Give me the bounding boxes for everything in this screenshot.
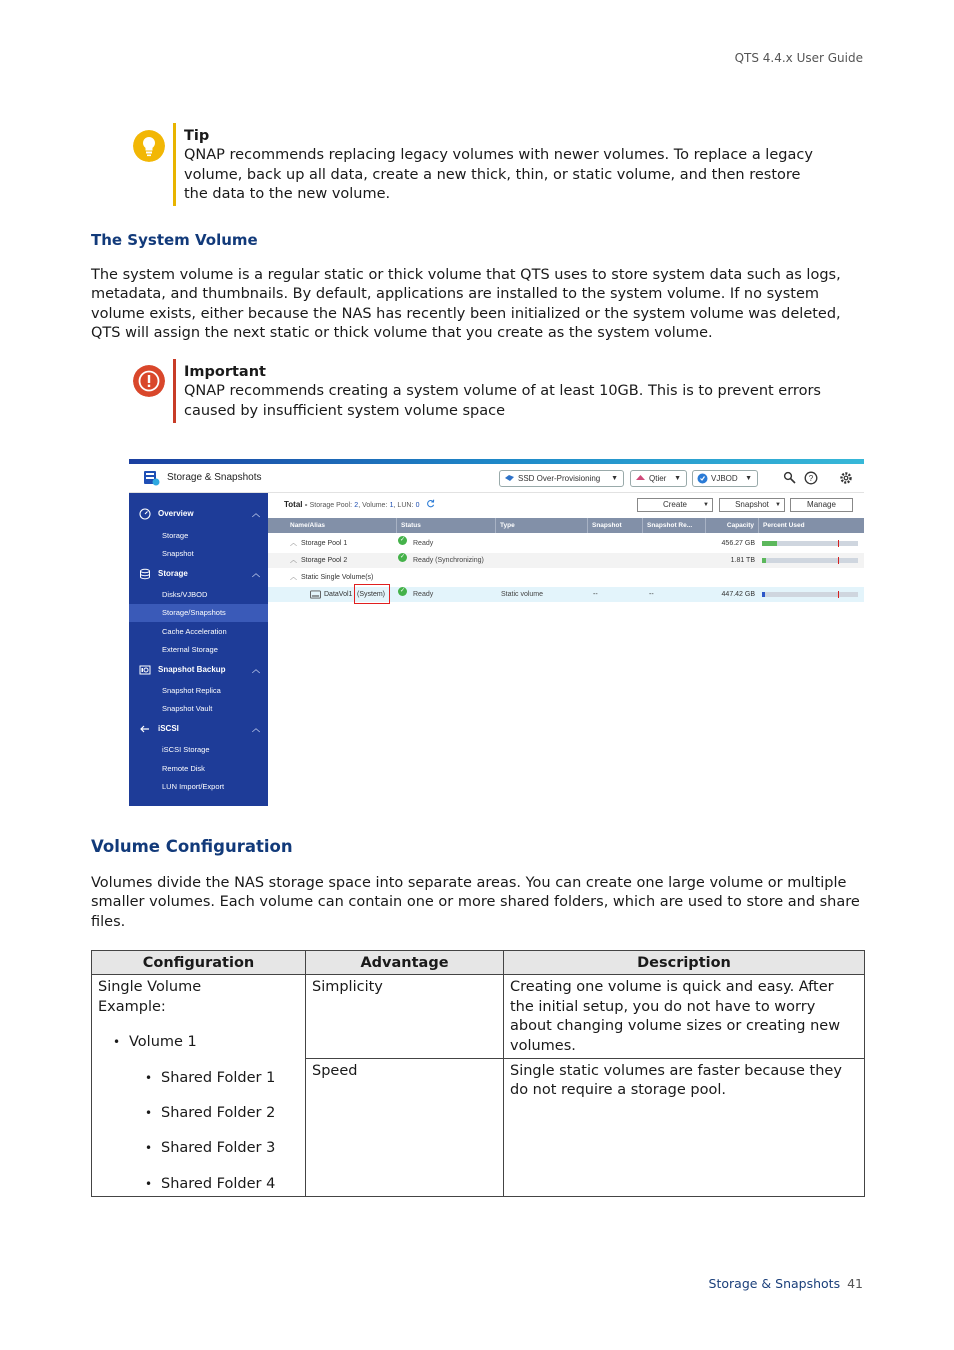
percent-used-bar [762, 592, 858, 597]
create-label: Create [662, 500, 687, 509]
iscsi-icon [139, 723, 151, 735]
sidebar-item-snapshot-vault[interactable]: Snapshot Vault [162, 704, 213, 713]
lightbulb-icon [133, 130, 165, 162]
list-item-volume [113, 1033, 299, 1052]
sidebar-item-external-storage[interactable]: External Storage [162, 645, 218, 654]
important-title: Important [184, 364, 266, 380]
row-capacity: 447.42 GB [721, 591, 755, 598]
list-item-folder [145, 1104, 299, 1123]
lun-count: 0 [415, 502, 420, 509]
chevron-up-icon: ︿ [252, 665, 260, 674]
chevron-down-icon: ▼ [775, 502, 781, 508]
sidebar-head-label: Snapshot Backup [158, 665, 226, 674]
list-item-label: Shared Folder 4 [161, 1175, 276, 1192]
ssd-label: SSD Over-Provisioning [518, 474, 601, 483]
collapse-icon[interactable]: ︿ [290, 540, 297, 547]
row-status: Ready [413, 591, 434, 598]
system-highlight-box [354, 584, 390, 604]
row-status: Ready [413, 540, 434, 547]
important-body: QNAP recommends creating a system volume of at least 10GB. This is to prevent errors caused by insufficient system volume space [184, 383, 821, 419]
pool-label: Storage Pool: [309, 502, 353, 509]
sidebar-head-label: Overview [158, 509, 194, 518]
check-icon: ✓ [399, 537, 406, 543]
sidebar-item-storage[interactable]: Storage [162, 531, 189, 540]
configuration-cell [92, 975, 306, 1197]
guide-title: QTS 4.4.x User Guide [734, 51, 863, 65]
row-name: Static Single Volume(s) [301, 574, 374, 581]
sidebar-item-storage-snapshots[interactable]: Storage/Snapshots [129, 604, 268, 622]
table-row[interactable] [268, 536, 864, 551]
percent-used-fill [762, 541, 777, 546]
storage-summary [284, 499, 435, 509]
advantage-cell: Speed [306, 1059, 504, 1197]
table-header-row [92, 951, 865, 975]
description-cell: Creating one volume is quick and easy. After the initial setup, you do not have to worry about changing volume sizes or creating new volumes. [504, 975, 865, 1059]
config-line: Example: [98, 998, 166, 1015]
list-item-label: Shared Folder 2 [161, 1105, 276, 1122]
threshold-marker [838, 540, 839, 547]
pool-count: 2 [354, 502, 359, 509]
col-snapshot[interactable]: Snapshot [588, 518, 643, 533]
chevron-down-icon: ▼ [745, 475, 752, 482]
vjbod-icon [697, 473, 708, 484]
important-callout [133, 359, 833, 423]
manage-button[interactable] [790, 498, 853, 512]
tip-body: QNAP recommends replacing legacy volumes with newer volumes. To replace a legacy volume, back up all data, create a new thick, thin, or static volume, and then restore the data to the new volume. [184, 147, 813, 203]
sidebar-head-overview[interactable] [129, 505, 268, 523]
refresh-icon[interactable] [426, 499, 435, 508]
qtier-button[interactable] [630, 470, 687, 487]
col-type[interactable]: Type [496, 518, 588, 533]
svg-text:?: ? [808, 474, 814, 483]
table-row[interactable] [268, 570, 864, 585]
sidebar-head-storage[interactable] [129, 565, 268, 583]
row-capacity: 1.81 TB [730, 557, 755, 564]
sidebar-item-snapshot-replica[interactable]: Snapshot Replica [162, 686, 221, 695]
advantage-cell: Simplicity [306, 975, 504, 1059]
page-footer [709, 1276, 863, 1291]
important-bar [173, 359, 176, 423]
main-panel [268, 493, 864, 806]
snapshot-backup-icon [139, 664, 151, 676]
volume-config-paragraph: Volumes divide the NAS storage space into separate areas. You can create one large volume or multiple smaller volumes. Each volume can contain one or more shared folders, which are used to store and share files. [91, 875, 860, 930]
row-snapshot-re: -- [649, 591, 654, 598]
check-icon: ✓ [399, 588, 406, 594]
sidebar-item-disks-vjbod[interactable]: Disks/VJBOD [162, 590, 208, 599]
system-volume-heading: The System Volume [91, 231, 258, 249]
sidebar-item-cache-acceleration[interactable]: Cache Acceleration [162, 627, 227, 636]
sidebar-item-lun-import-export[interactable]: LUN Import/Export [162, 782, 225, 791]
row-name: Storage Pool 1 [301, 540, 348, 547]
header-advantage: Advantage [306, 951, 504, 975]
list-item-folder [145, 1069, 299, 1088]
qtier-icon [635, 473, 646, 484]
vjbod-label: VJBOD [711, 474, 738, 483]
table-header [268, 518, 864, 533]
list-item-label: Shared Folder 3 [161, 1140, 276, 1157]
exclamation-icon [133, 365, 165, 397]
percent-used-fill [762, 558, 766, 563]
col-status[interactable]: Status [397, 518, 496, 533]
snapshot-label: Snapshot [735, 500, 769, 509]
table-row[interactable] [268, 553, 864, 568]
tip-title: Tip [184, 128, 210, 144]
storage-app-icon [143, 469, 160, 486]
col-name[interactable]: Name/Alias [286, 518, 397, 533]
tip-bar [173, 123, 176, 206]
col-capacity[interactable]: Capacity [706, 518, 759, 533]
search-tool-icon[interactable] [783, 471, 797, 485]
table-row [92, 975, 865, 1059]
row-type: Static volume [501, 591, 544, 598]
tip-callout [133, 123, 833, 206]
chevron-down-icon: ▼ [674, 475, 681, 482]
chevron-up-icon: ︿ [252, 724, 260, 733]
volume-label: , Volume: [358, 502, 388, 509]
create-button[interactable] [637, 498, 713, 512]
row-name: DataVol1 [324, 591, 353, 598]
row-capacity: 456.27 GB [721, 540, 755, 547]
threshold-marker [838, 557, 839, 564]
chevron-up-icon: ︿ [252, 569, 260, 578]
app-title: Storage & Snapshots [167, 472, 262, 483]
col-snapshot-re[interactable]: Snapshot Re... [643, 518, 706, 533]
system-volume-paragraph: The system volume is a regular static or thick volume that QTS uses to store system data such as logs, metadata, and thumbnails. By default, applications are installed to the system volume. If no system volume exists, either because the NAS has recently been initialized or the system volume was deleted, QTS will assign the next static or thick volume that you create as the system volume. [91, 267, 841, 342]
chevron-down-icon: ▼ [703, 502, 709, 508]
list-item-label: Volume 1 [129, 1034, 197, 1051]
sidebar-item-iscsi-storage[interactable]: iSCSI Storage [162, 745, 210, 754]
row-name: Storage Pool 2 [301, 557, 348, 564]
system-tag: (System) [357, 591, 385, 598]
gear-icon[interactable] [839, 471, 853, 485]
row-status: Ready (Synchronizing) [413, 557, 484, 564]
header-description: Description [504, 951, 865, 975]
sidebar-item-snapshot[interactable]: Snapshot [162, 549, 194, 558]
config-line: Single Volume [98, 979, 202, 996]
snapshot-button[interactable] [719, 498, 785, 512]
ssd-icon [504, 473, 515, 484]
sidebar-head-label: Storage [158, 569, 188, 578]
qtier-label: Qtier [649, 474, 667, 483]
chevron-down-icon: ▼ [611, 475, 618, 482]
vjbod-button[interactable] [692, 470, 758, 487]
window-titlebar [129, 464, 864, 493]
list-item-folder [145, 1175, 299, 1194]
check-icon: ✓ [399, 554, 406, 560]
lun-label: , LUN: [393, 502, 414, 509]
sidebar-head-iscsi[interactable] [129, 720, 268, 738]
col-percent-used[interactable]: Percent Used [763, 522, 805, 529]
volume-count: 1 [389, 502, 394, 509]
chevron-up-icon: ︿ [252, 509, 260, 518]
row-snapshot: -- [593, 591, 598, 598]
sidebar-head-label: iSCSI [158, 724, 179, 733]
collapse-icon[interactable]: ︿ [290, 574, 297, 581]
database-icon [139, 568, 151, 580]
storage-snapshots-screenshot [129, 459, 864, 806]
volume-icon [310, 590, 321, 599]
volume-config-heading: Volume Configuration [91, 837, 293, 856]
percent-used-bar [762, 541, 858, 546]
ssd-overprovisioning-button[interactable] [499, 470, 624, 487]
total-label: Total - [284, 500, 308, 509]
collapse-icon[interactable]: ︿ [290, 557, 297, 564]
help-icon[interactable] [804, 471, 818, 485]
sidebar-head-snapshot-backup[interactable] [129, 661, 268, 679]
percent-used-fill [762, 592, 765, 597]
list-item-folder [145, 1139, 299, 1158]
manage-label: Manage [807, 500, 836, 509]
percent-used-bar [762, 558, 858, 563]
threshold-marker [838, 591, 839, 598]
dashboard-icon [139, 508, 151, 520]
sidebar-item-remote-disk[interactable]: Remote Disk [162, 764, 205, 773]
list-item-label: Shared Folder 1 [161, 1069, 276, 1086]
description-cell: Single static volumes are faster because they do not require a storage pool. [504, 1059, 865, 1197]
header-configuration: Configuration [92, 951, 306, 975]
sidebar [129, 493, 268, 806]
page-number: 41 [847, 1276, 863, 1291]
footer-section: Storage & Snapshots [708, 1276, 841, 1291]
volume-config-table [91, 950, 865, 1197]
